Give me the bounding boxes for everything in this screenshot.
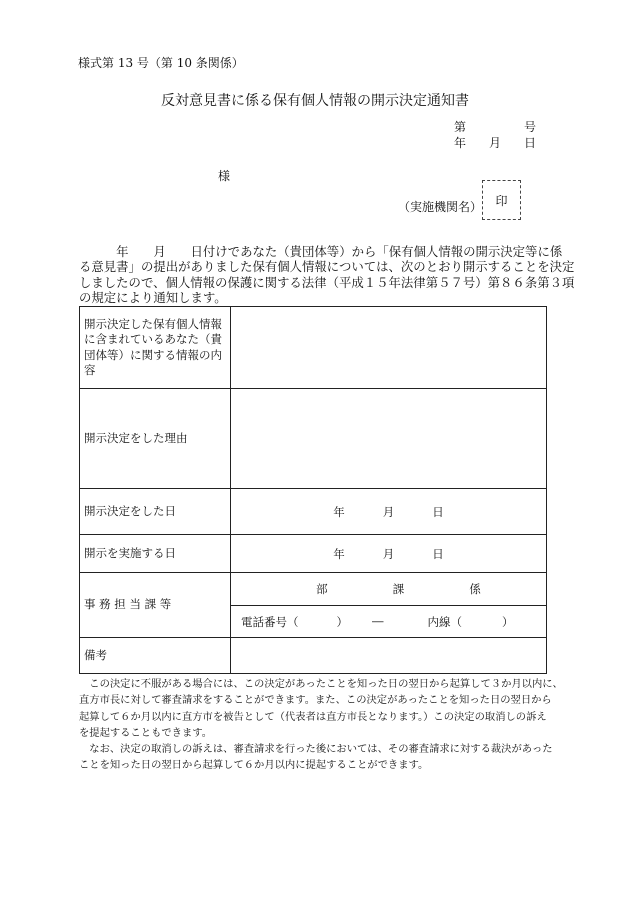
date-day-unit: 日: [523, 136, 536, 150]
document-title: 反対意見書に係る保有個人情報の開示決定通知書: [161, 93, 469, 109]
seal-label: 印: [495, 193, 508, 208]
decision-date-field[interactable]: [231, 489, 547, 535]
department-label: 事 務 担 当 課 等: [80, 573, 231, 638]
info-content-label: 開示決定した保有個人情報 に含まれているあなた（貴 団体等）に関する情報の内 容: [80, 307, 231, 389]
implementation-date-label: 開示を実施する日: [80, 535, 231, 573]
reason-field[interactable]: [231, 389, 547, 489]
day-unit: 日: [432, 504, 444, 519]
intro-paragraph: [79, 244, 575, 305]
month-unit: 月: [382, 504, 395, 519]
intro-line: しましたので、個人情報の保護に関する法律（平成１５年法律第５７号）第８６条第３項: [79, 274, 575, 290]
date-year-unit: 年: [454, 136, 467, 150]
table-row: [80, 389, 547, 489]
appeal-notes: [79, 676, 563, 774]
implementation-date-field[interactable]: [231, 535, 547, 573]
table-row: [80, 489, 547, 535]
reason-label: 開示決定をした理由: [80, 389, 231, 489]
addressee-suffix: 様: [218, 169, 231, 183]
table-row: [80, 535, 547, 573]
document-date-line: [454, 134, 536, 151]
month-unit: 月: [382, 546, 395, 561]
ka-unit: 課: [392, 582, 405, 596]
extension-close: ）: [502, 614, 514, 629]
bu-unit: 部: [316, 582, 328, 596]
disclosure-table: [79, 306, 547, 674]
note-line: 起算して６か月以内に直方市を被告として（代表者は直方市長となります。）この決定の取消しの訴え: [79, 710, 547, 723]
year-unit: 年: [333, 546, 345, 561]
phone-close: ）: [336, 614, 348, 629]
number-prefix: 第: [454, 120, 467, 134]
intro-line: の規定により通知します。: [79, 289, 227, 305]
note-line: 直方市長に対して審査請求をすることができます。また、この決定があったことを知った日の翌日から: [79, 694, 552, 707]
day-unit: 日: [432, 546, 444, 561]
phone-field[interactable]: [231, 606, 547, 638]
kakari-unit: 係: [469, 582, 481, 596]
table-row: [80, 573, 547, 606]
document-number-line: [454, 118, 536, 135]
table-row: [80, 307, 547, 389]
intro-line: る意見書」の提出がありました保有個人情報については、次のとおり開示することを決定: [79, 259, 575, 275]
table-row: [80, 638, 547, 674]
remarks-field[interactable]: [231, 638, 547, 674]
intro-line: 年 月 日付けであなた（貴団体等）から「保有個人情報の開示決定等に係: [79, 244, 563, 259]
note-line: を提起することもできます。: [79, 726, 213, 739]
info-content-field[interactable]: [231, 307, 547, 389]
note-line: この決定に不服がある場合には、この決定があったことを知った日の翌日から起算して３か月以内に、: [79, 678, 563, 690]
department-field[interactable]: [231, 573, 547, 606]
date-month-unit: 月: [488, 136, 501, 150]
decision-date-label: 開示決定をした日: [80, 489, 231, 535]
seal-box: [482, 180, 521, 220]
agency-name-label: （実施機関名）: [398, 200, 483, 214]
note-line: ことを知った日の翌日から起算して６か月以内に提起することができます。: [79, 759, 429, 772]
phone-label: 電話番号（: [241, 614, 299, 629]
year-unit: 年: [333, 504, 345, 519]
remarks-label: 備考: [80, 638, 231, 674]
extension-label: 内線（: [427, 614, 462, 629]
note-line: なお、決定の取消しの訴えは、審査請求を行った後においては、その審査請求に対する裁決があった: [79, 743, 553, 756]
phone-dash: ―: [372, 613, 384, 628]
number-suffix: 号: [523, 120, 536, 134]
form-code: 様式第 13 号（第 10 条関係）: [78, 56, 244, 70]
